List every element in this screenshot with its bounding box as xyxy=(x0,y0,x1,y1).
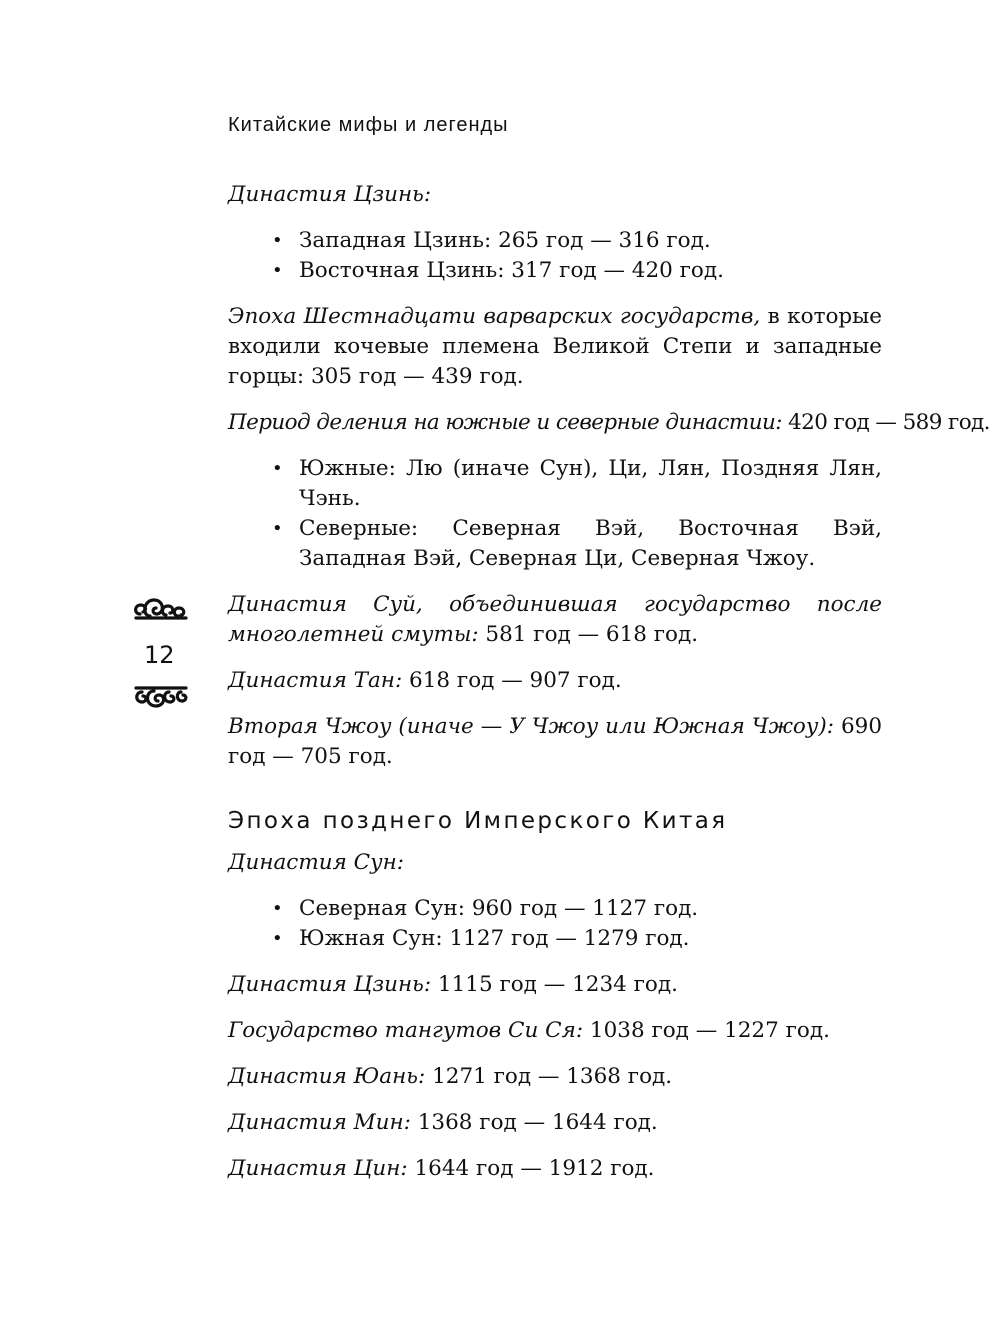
page-number: 12 xyxy=(144,641,175,669)
jin2-paragraph: Династия Цзинь: 1115 год — 1234 год. xyxy=(228,972,678,997)
north-south-list xyxy=(228,454,882,574)
qing-paragraph: Династия Цин: 1644 год — 1912 год. xyxy=(228,1156,655,1181)
north-south-paragraph: Период деления на южные и северные династии: 420 год — 589 год. xyxy=(228,410,990,435)
sixteen-states-paragraph: Эпоха Шестнадцати варварских государств, в которые входили кочевые племена Великой Степи и западные горцы: 305 год — 439 год. xyxy=(228,304,883,389)
zhou-paragraph: Вторая Чжоу (иначе — У Чжоу или Южная Чжоу): 690 год — 705 год. xyxy=(228,714,882,769)
tang-paragraph: Династия Тан: 618 год — 907 год. xyxy=(228,668,622,693)
cloud-ornament-icon xyxy=(132,596,190,622)
list-item: • Южная Сун: 1127 год — 1279 год. xyxy=(272,924,882,954)
page-body xyxy=(228,180,990,1200)
jin-list xyxy=(228,226,882,286)
list-item: • Северная Сун: 960 год — 1127 год. xyxy=(272,894,882,924)
section-heading: Эпоха позднего Имперского Китая xyxy=(228,808,728,834)
running-title: Китайские мифы и легенды xyxy=(228,114,509,136)
list-item: • Восточная Цзинь: 317 год — 420 год. xyxy=(272,256,882,286)
xixia-paragraph: Государство тангутов Си Ся: 1038 год — 1227 год. xyxy=(228,1018,830,1043)
song-dynasty-label: Династия Сун: xyxy=(228,850,404,875)
yuan-paragraph: Династия Юань: 1271 год — 1368 год. xyxy=(228,1064,673,1089)
cloud-ornament-icon xyxy=(132,683,190,709)
list-item: • Западная Цзинь: 265 год — 316 год. xyxy=(272,226,882,256)
list-item: • Северные: Северная Вэй, Восточная Вэй, Западная Вэй, Северная Ци, Северная Чжоу. xyxy=(272,514,882,574)
ming-paragraph: Династия Мин: 1368 год — 1644 год. xyxy=(228,1110,658,1135)
jin-dynasty-label: Династия Цзинь: xyxy=(228,182,432,207)
song-list xyxy=(228,894,882,954)
sui-paragraph: Династия Суй, объединившая государство после многолетней смуты: 581 год — 618 год. xyxy=(228,592,882,647)
list-item: • Южные: Лю (иначе Сун), Ци, Лян, Поздняя Лян, Чэнь. xyxy=(272,454,882,514)
